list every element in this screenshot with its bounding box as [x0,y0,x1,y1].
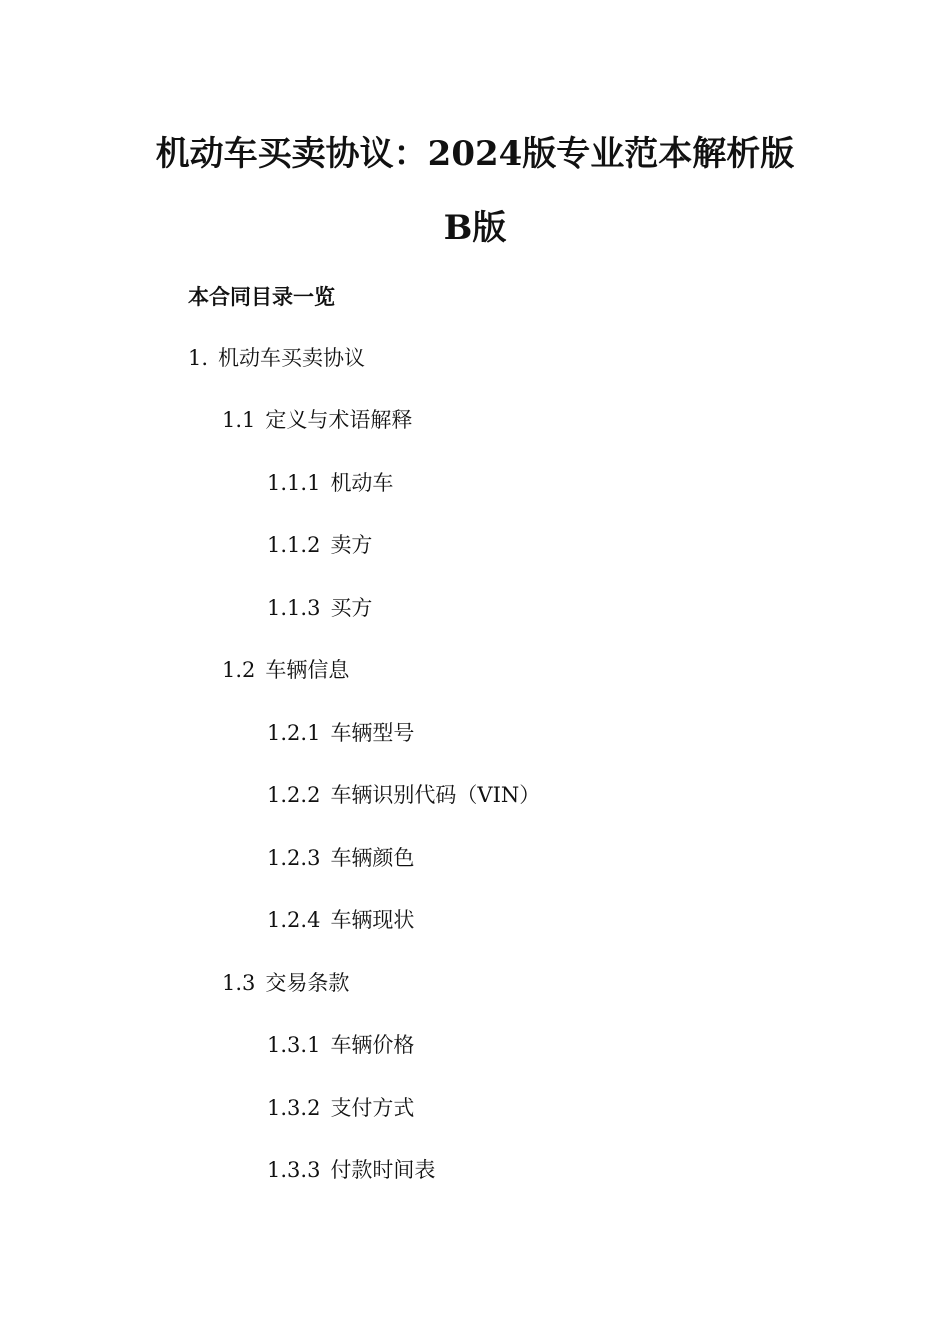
toc-entry[interactable] [267,1032,414,1058]
toc-entry-number: 1.2.4 [267,908,321,932]
toc-entry[interactable] [267,470,393,496]
toc-entry-number: 1.1 [222,408,256,432]
toc-entry[interactable] [267,720,414,746]
toc-entry[interactable] [267,1095,414,1121]
toc-entry-number: 1.3.3 [267,1158,321,1182]
toc-entry-title: 支付方式 [330,1096,415,1120]
toc-entry-title: 机动车 [330,471,394,495]
toc-entry[interactable] [267,845,414,871]
toc-entry[interactable] [222,407,412,433]
toc-entry-number: 1.2.2 [267,783,321,807]
toc-entry[interactable] [267,595,372,621]
toc-entry-title: 付款时间表 [330,1158,436,1182]
toc-entry-title: 车辆型号 [330,721,415,745]
toc-entry[interactable] [222,970,349,996]
toc-entry-number: 1.1.1 [267,471,321,495]
toc-entry-title: 交易条款 [265,971,350,995]
toc-entry-number: 1. [188,346,209,370]
toc-entry[interactable] [267,1157,435,1183]
toc-entry-title: 车辆信息 [265,658,350,682]
toc-entry[interactable] [222,657,349,683]
toc-entry-title: 车辆现状 [330,908,415,932]
document-title-line2: B版 [443,208,507,248]
toc-entry-number: 1.2.1 [267,721,321,745]
toc-entry-number: 1.3 [222,971,256,995]
toc-entry-number: 1.2 [222,658,256,682]
toc-entry[interactable] [188,345,365,371]
toc-entry[interactable] [267,782,540,808]
toc-entry-title: 车辆颜色 [330,846,415,870]
toc-entry-title: 卖方 [330,533,373,557]
toc-heading: 本合同目录一览 [188,284,335,309]
toc-entry-title: 机动车买卖协议 [218,346,366,370]
toc-entry-title: 车辆识别代码（VIN） [330,783,541,807]
toc-entry-number: 1.1.2 [267,533,321,557]
toc-entry-number: 1.3.2 [267,1096,321,1120]
toc-entry-number: 1.1.3 [267,596,321,620]
toc-entry-title: 车辆价格 [330,1033,415,1057]
document-title-line1: 机动车买卖协议：2024版专业范本解析版 [155,134,795,174]
toc-entry-title: 买方 [330,596,373,620]
toc-entry-number: 1.2.3 [267,846,321,870]
toc-entry-number: 1.3.1 [267,1033,321,1057]
toc-entry[interactable] [267,907,414,933]
toc-entry-title: 定义与术语解释 [265,408,413,432]
toc-entry[interactable] [267,532,372,558]
